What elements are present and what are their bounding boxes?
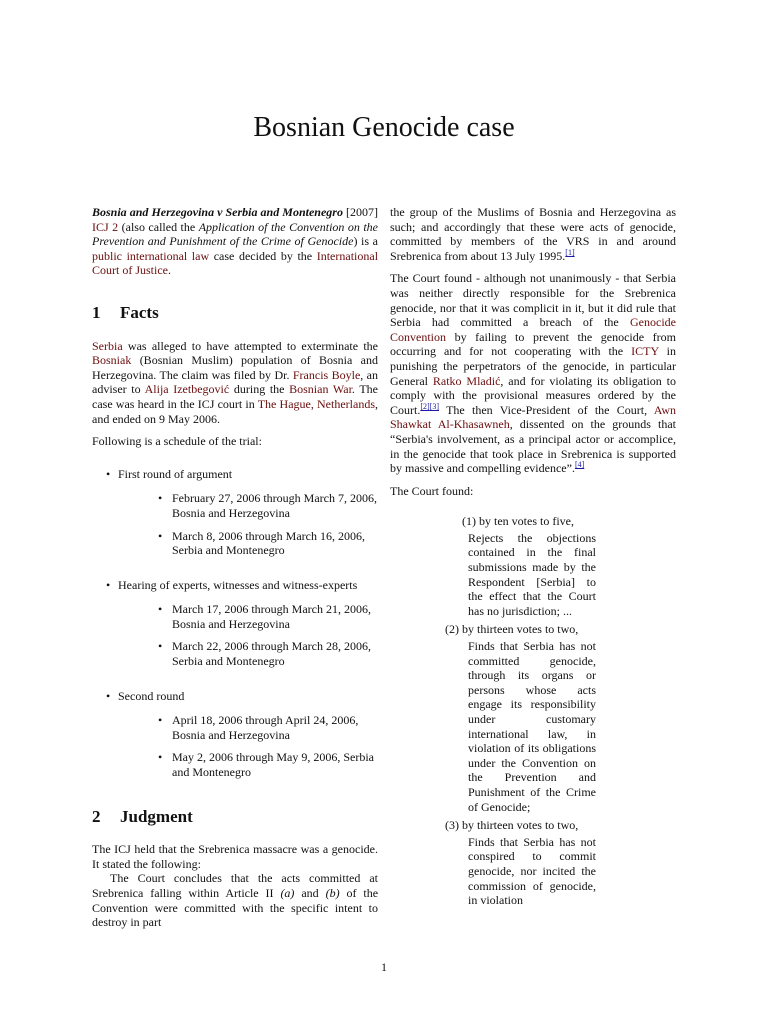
bosniak-link[interactable]: Bosniak [92,353,132,368]
intro-paragraph: Bosnia and Herzegovina v Serbia and Montenegro [2007] ICJ 2 (also called the Application of the Convention on the Prevention and Punishment of the Crime of Genocide) is a public international law case decided by the International Court of Justice. [92,205,379,278]
case-name: Bosnia and Herzegovina v Serbia and Montenegro [92,205,343,219]
list-item: • March 8, 2006 through March 16, 2006, Serbia and Montenegro [118,529,378,558]
the-hague-link[interactable]: The Hague, Netherlands [257,396,375,411]
serbia-link[interactable]: Serbia [92,338,123,353]
izetbegovic-link[interactable]: Alija Izetbegović [144,382,230,397]
verdict-text: Finds that Serbia has not conspired to commit genocide, nor incited the commission of genocide, in violation [468,834,596,908]
schedule-list [92,467,378,780]
verdict-text: Rejects the objections contained in the final submissions made by the Respondent [Serbia] to the effect that the Court has no jurisdiction; ... [468,530,596,618]
icj-link[interactable]: International Court of Justice [92,248,379,278]
bosnian-war-link[interactable]: Bosnian War [289,382,352,397]
list-item: • March 22, 2006 through March 28, 2006, Serbia and Montenegro [118,639,378,668]
section-heading-judgment: 2 Judgment [92,806,193,826]
reference-1-link[interactable]: [1] [565,247,575,257]
reference-3-link[interactable]: [3] [429,401,439,411]
ratko-mladic-link[interactable]: Ratko Mladić [432,373,501,388]
judgment-quote-continued: the group of the Muslims of Bosnia and Herzegovina as such; and accordingly that these were acts of genocide, committed by members of the VRS in and around Srebrenica from about 13 July 1995.[1] [390,205,676,263]
verdict-list [390,514,676,907]
list-item: • April 18, 2006 through April 24, 2006, Bosnia and Herzegovina [118,713,378,742]
section-heading-facts: 1 Facts [92,302,159,322]
list-item: • May 2, 2006 through May 9, 2006, Serbia and Montenegro [118,750,378,779]
awn-al-khasawneh-link[interactable]: Awn Shawkat Al-Khasawneh [390,402,676,432]
verdict-label: (2) by thirteen votes to two, [445,622,579,637]
court-findings-paragraph: The Court found - although not unanimously - that Serbia was neither directly responsible for the Srebrenica genocide, nor that it was complicit in it, but it did rule that Serbia had committed a breach of the Genocide Convention by failing to prevent the genocide from occurring and for not cooperating with the ICTY in punishing the perpetrators of the genocide, in particular General Ratko Mladić, and for violating its obligation to comply with the provisional measures ordered by the Court.[2][3] The then Vice-President of the Court, Awn Shawkat Al-Khasawneh, dissented on the grounds that “Serbia's involvement, as a principal actor or accomplice, in the genocide that took place in Srebrenica is supported by massive and compelling evidence”.[4] [390,271,677,476]
icty-link[interactable]: ICTY [631,344,659,359]
reference-4-link[interactable]: [4] [574,460,585,470]
reference-2-link[interactable]: [2] [420,401,430,411]
schedule-intro: Following is a schedule of the trial: [92,434,262,449]
page-number: 1 [381,960,387,974]
list-item: • Second round • April 18, 2006 through April 24, 2006, Bosnia and Herzegovina • May 2, 2006 through May 9, 2006, Serbia and Montenegro [92,689,378,780]
verdict-label: (1) by ten votes to five, [462,514,574,529]
page-title: Bosnian Genocide case [253,112,515,143]
icj-report-link[interactable]: ICJ 2 [92,219,119,234]
francis-boyle-link[interactable]: Francis Boyle [292,367,361,382]
list-item: • February 27, 2006 through March 7, 2006, Bosnia and Herzegovina [118,491,378,520]
genocide-convention-link[interactable]: Genocide Convention [390,315,676,344]
left-column [92,205,378,938]
list-item: • March 17, 2006 through March 21, 2006, Bosnia and Herzegovina [118,602,378,631]
judgment-paragraph: The ICJ held that the Srebrenica massacre was a genocide. It stated the following: [92,842,378,871]
list-item: • First round of argument • February 27, 2006 through March 7, 2006, Bosnia and Herzegovina • March 8, 2006 through March 16, 2006, Serbia and Montenegro [92,467,378,558]
verdict-label: (3) by thirteen votes to two, [445,818,579,833]
right-column [390,205,676,908]
judgment-quote: The Court concludes that the acts committed at Srebrenica falling within Article II (a) and (b) of the Convention were committed with the specific intent to destroy in part [92,871,379,930]
list-item: • Hearing of experts, witnesses and witness-experts • March 17, 2006 through March 21, 2006, Bosnia and Herzegovina • March 22, 2006 through March 28, 2006, Serbia and Montenegro [92,578,378,669]
facts-paragraph: Serbia was alleged to have attempted to exterminate the Bosniak (Bosnian Muslim) population of Bosnia and Herzegovina. The claim was filed by Dr. Francis Boyle, an adviser to Alija Izetbegović during the Bosnian War. The case was heard in the ICJ court in The Hague, Netherlands, and ended on 9 May 2006. [92,338,379,426]
verdict-text: Finds that Serbia has not committed genocide, through its organs or persons whose acts engage its responsibility under customary international law, in violation of its obligations under the Convention on the Prevention and Punishment of the Crime of Genocide; [468,639,596,814]
public-international-law-link[interactable]: public international law [92,248,210,263]
alt-title: Application of the Convention on the Prevention and Punishment of the Crime of Genocide [92,219,379,249]
court-found-label: The Court found: [390,483,474,498]
